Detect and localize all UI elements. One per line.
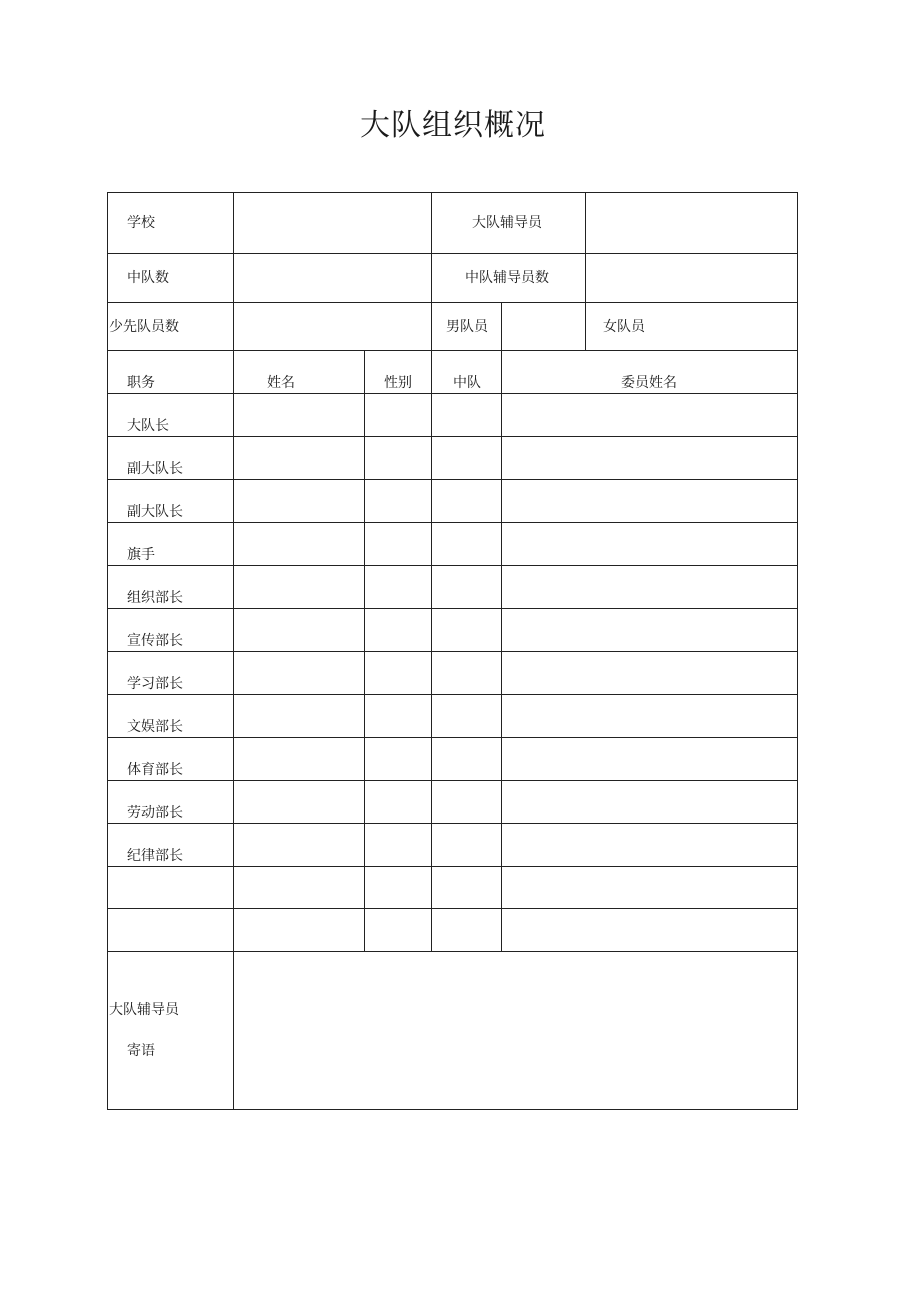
squad-counselor-count-field[interactable] bbox=[586, 254, 798, 302]
organization-form-table bbox=[107, 192, 798, 1110]
female-field[interactable] bbox=[668, 303, 798, 350]
row-position: 副大队长 bbox=[127, 504, 183, 520]
row-position: 组织部长 bbox=[127, 590, 183, 606]
row-divider bbox=[108, 608, 798, 609]
position-header: 职务 bbox=[127, 375, 155, 391]
roster-gender-cell[interactable] bbox=[365, 394, 431, 436]
row-divider bbox=[108, 436, 798, 437]
row-position: 宣传部长 bbox=[127, 633, 183, 649]
row-position: 体育部长 bbox=[127, 762, 183, 778]
pioneer-count-field[interactable] bbox=[234, 303, 431, 350]
row-position: 劳动部长 bbox=[127, 805, 183, 821]
pioneer-count-label: 少先队员数 bbox=[109, 319, 179, 335]
squad-header: 中队 bbox=[453, 375, 481, 391]
column-divider bbox=[364, 350, 365, 951]
row-divider bbox=[108, 908, 798, 909]
row-position: 旗手 bbox=[127, 547, 155, 563]
row-divider bbox=[108, 651, 798, 652]
message-label-line1: 大队辅导员 bbox=[109, 1002, 179, 1018]
roster-squad-cell[interactable] bbox=[432, 394, 501, 436]
counselor-label: 大队辅导员 bbox=[472, 215, 542, 231]
committee-header: 委员姓名 bbox=[621, 375, 677, 391]
school-label: 学校 bbox=[127, 215, 155, 231]
roster-committee-cell[interactable] bbox=[502, 394, 798, 436]
school-field[interactable] bbox=[234, 193, 431, 253]
gender-header: 性别 bbox=[384, 375, 412, 391]
squad-count-field[interactable] bbox=[234, 254, 431, 302]
row-divider bbox=[108, 866, 798, 867]
squad-count-label: 中队数 bbox=[127, 270, 169, 286]
row-divider bbox=[108, 479, 798, 480]
column-divider bbox=[431, 193, 432, 350]
row-divider bbox=[108, 737, 798, 738]
row-position: 大队长 bbox=[127, 418, 169, 434]
row-divider bbox=[108, 565, 798, 566]
counselor-field[interactable] bbox=[586, 193, 798, 253]
male-field[interactable] bbox=[502, 303, 585, 350]
row-divider bbox=[108, 780, 798, 781]
column-divider bbox=[431, 350, 432, 951]
row-position: 学习部长 bbox=[127, 676, 183, 692]
female-label: 女队员 bbox=[603, 319, 645, 335]
column-divider bbox=[501, 350, 502, 951]
message-field[interactable] bbox=[234, 952, 798, 1110]
row-position: 副大队长 bbox=[127, 461, 183, 477]
squad-counselor-count-label: 中队辅导员数 bbox=[465, 270, 549, 286]
row-position: 文娱部长 bbox=[127, 719, 183, 735]
male-label: 男队员 bbox=[446, 319, 488, 335]
row-divider bbox=[108, 522, 798, 523]
roster-name-cell[interactable] bbox=[234, 394, 364, 436]
row-divider bbox=[108, 350, 798, 351]
row-divider bbox=[108, 823, 798, 824]
row-position: 纪律部长 bbox=[127, 848, 183, 864]
row-divider bbox=[108, 694, 798, 695]
message-label-line2: 寄语 bbox=[127, 1043, 155, 1059]
page-title: 大队组织概况 bbox=[360, 108, 546, 143]
name-header: 姓名 bbox=[267, 375, 295, 391]
